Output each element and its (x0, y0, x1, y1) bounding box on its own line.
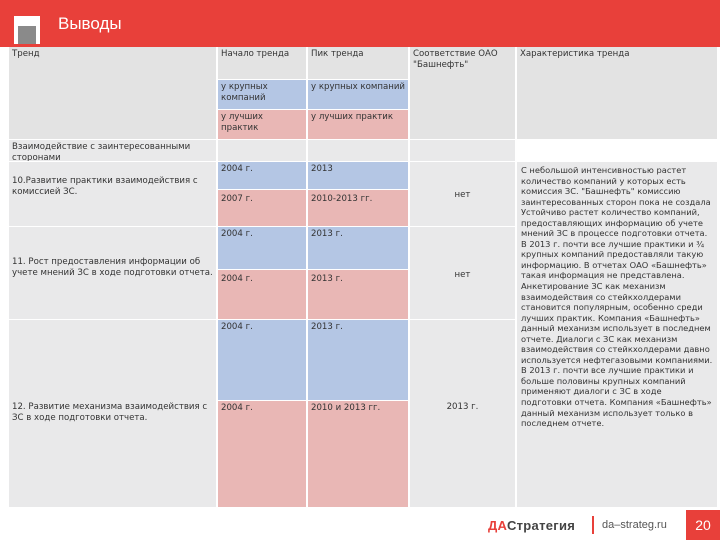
row-11-best-start: 2004 г. (218, 270, 306, 319)
row-12-compliance: 2013 г. (410, 320, 515, 507)
row-11-compliance: нет (410, 227, 515, 319)
header-compliance: Соответствие ОАО "Башнефть" (410, 47, 515, 139)
row-11-best-peak: 2013 г. (308, 270, 408, 319)
page-title: Выводы (58, 14, 122, 33)
row-12-best-peak: 2010 и 2013 гг. (308, 401, 408, 507)
row-11-large-peak: 2013 г. (308, 227, 408, 269)
header-bar (0, 0, 720, 47)
row-12-large-peak: 2013 г. (308, 320, 408, 400)
trend-row-10: 10.Развитие практики взаимодействия с комиссией ЗС. (9, 162, 216, 226)
row-10-large-peak: 2013 (308, 162, 408, 189)
subheader-best-peak: у лучших практик (308, 110, 408, 139)
row-12-best-start: 2004 г. (218, 401, 306, 507)
row-10-best-start: 2007 г. (218, 190, 306, 226)
header-start: Начало тренда (218, 47, 306, 79)
logo-da-text: ДА (488, 518, 507, 533)
row-12-large-start: 2004 г. (218, 320, 306, 400)
row-11-large-start: 2004 г. (218, 227, 306, 269)
row-10-large-start: 2004 г. (218, 162, 306, 189)
subheader-large-start: у крупных компаний (218, 80, 306, 109)
section-empty-cell (218, 140, 306, 161)
logo-rest-text: Стратегия (506, 518, 576, 533)
section-empty-cell (410, 140, 515, 161)
company-logo[interactable] (488, 518, 575, 533)
footer-url-link[interactable]: da–strateg.ru (602, 519, 667, 531)
logo-square-inner-icon (18, 26, 36, 44)
row-10-best-peak: 2010-2013 гг. (308, 190, 408, 226)
row-10-compliance: нет (410, 162, 515, 226)
footer-divider (592, 516, 594, 534)
subheader-best-start: у лучших практик (218, 110, 306, 139)
header-trend: Тренд (9, 47, 216, 139)
page-number: 20 (686, 510, 720, 540)
trend-row-11: 11. Рост предоставления информации об учете мнений ЗС в ходе подготовки отчета. (9, 227, 216, 319)
subheader-large-peak: у крупных компаний (308, 80, 408, 109)
header-description: Характеристика тренда (517, 47, 717, 139)
trend-description: С небольшой интенсивностью растет количество компаний у которых есть комиссия ЗС. "Башнефть" комиссию заинтересованных сторон пока не создала Устойчиво растет количество компаний, предоставляющих информацию об учете мнений ЗС в процессе подготовки отчета. В 2013 г. почти все лучшие практики и ¾ крупных компаний предоставляли такую информацию. В отчетах ОАО «Башнефть» такая информация не представлена. Анкетирование ЗС как механизм взаимодействия со стейкхолдерами становится популярным, особенно среди лучших практик. Компания «Башнефть» данный механизм использует в последнем отчете. Диалоги с ЗС как механизм взаимодействия со стейкхолдерами давно используется нефтегазовыми компаниями. В 2013 г. почти все лучшие практики и больше половины крупных компаний применяют диалоги с ЗС в ходе подготовки отчета. Компания «Башнефть» данный механизм использует только в последнем отчете. (517, 162, 717, 507)
trend-row-12: 12. Развитие механизма взаимодействия с ЗС в ходе подготовки отчета. (9, 320, 216, 507)
section-label: Взаимодействие с заинтересованными сторонами (9, 140, 216, 161)
header-peak: Пик тренда (308, 47, 408, 79)
section-empty-cell (308, 140, 408, 161)
